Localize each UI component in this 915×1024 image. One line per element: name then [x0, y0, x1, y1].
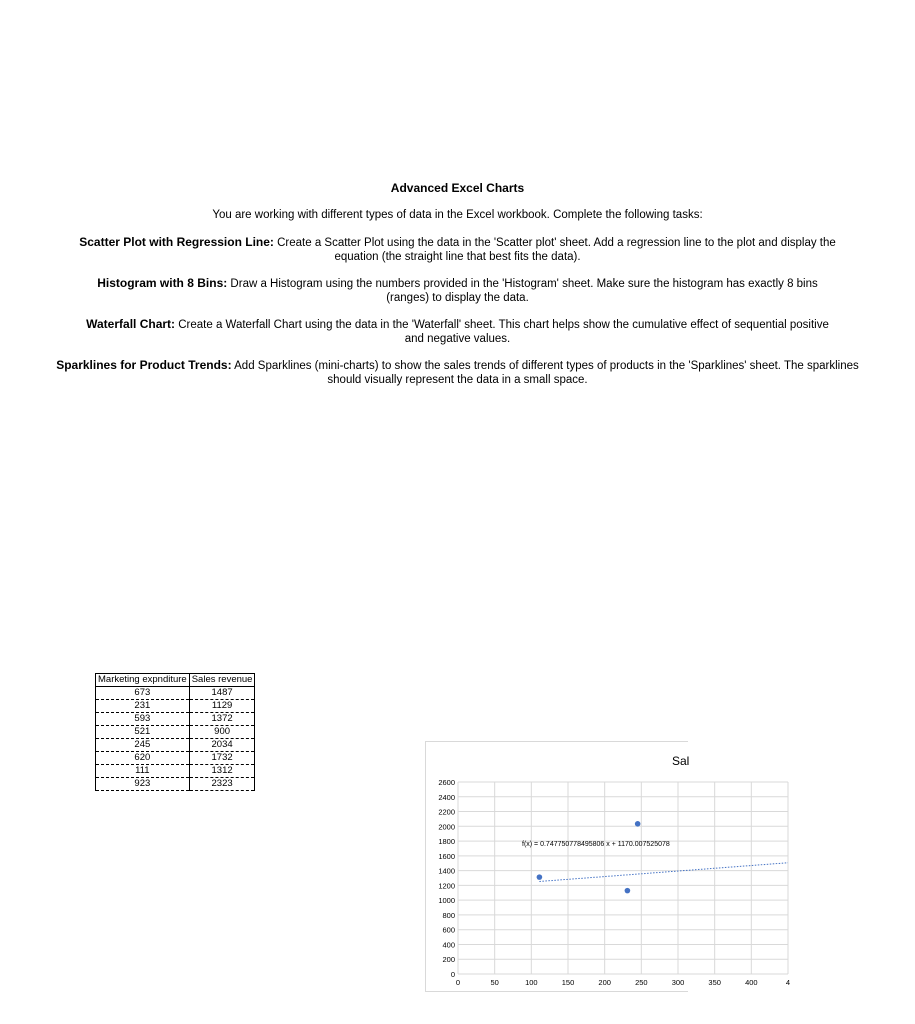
task-heading: Sparklines for Product Trends:	[56, 358, 232, 372]
task-heading: Scatter Plot with Regression Line:	[79, 235, 274, 249]
table-cell: 1732	[189, 752, 255, 765]
x-tick-label: 300	[671, 978, 685, 987]
document-intro: You are working with different types of data in the Excel workbook. Complete the following tasks:	[212, 209, 703, 221]
table-cell: 245	[96, 739, 190, 752]
data-point	[537, 874, 543, 880]
y-tick-label: 800	[442, 910, 455, 920]
table-cell: 2034	[189, 739, 255, 752]
y-tick-label: 200	[442, 955, 455, 965]
y-tick-label: 600	[442, 925, 455, 935]
table-cell: 1372	[189, 713, 255, 726]
data-table	[95, 673, 255, 791]
table-cell: 1129	[189, 700, 255, 713]
header-marketing-expenditure: Marketing expnditure	[96, 674, 190, 687]
y-tick-label: 0	[450, 970, 455, 979]
table-cell: 620	[96, 752, 190, 765]
data-point	[635, 821, 641, 827]
task-heading: Histogram with 8 Bins:	[97, 276, 228, 290]
x-tick-label: 100	[525, 978, 538, 987]
table-cell: 900	[189, 726, 255, 739]
table-row	[96, 739, 255, 752]
data-point	[625, 888, 631, 894]
table-row	[96, 752, 255, 765]
task-text-cont: and negative values.	[404, 332, 511, 345]
table-cell: 1487	[189, 687, 255, 700]
task-sparklines	[0, 359, 915, 387]
y-tick-label: 2600	[438, 778, 455, 787]
task-text: Create a Waterfall Chart using the data in the 'Waterfall' sheet. This chart helps show the cumulative effect of sequential positive	[175, 319, 829, 331]
y-tick-label: 1200	[438, 881, 455, 891]
y-tick-label: 1400	[438, 866, 455, 876]
table-cell: 1312	[189, 765, 255, 778]
header-sales-revenue: Sales revenue	[189, 674, 255, 687]
y-tick-label: 2000	[438, 822, 455, 832]
y-tick-label: 1800	[438, 837, 455, 847]
task-text: Create a Scatter Plot using the data in the 'Scatter plot' sheet. Add a regression line to the plot and display the	[273, 237, 836, 249]
x-tick-label: 250	[635, 978, 648, 987]
task-text-cont: equation (the straight line that best fits the data).	[334, 250, 581, 263]
table-cell: 673	[96, 687, 190, 700]
table-cell: 2323	[189, 778, 255, 791]
task-text: Draw a Histogram using the numbers provided in the 'Histogram' sheet. Make sure the histogram has exactly 8 bins	[227, 278, 818, 290]
y-tick-label: 2400	[438, 792, 455, 802]
y-tick-label: 400	[442, 940, 455, 950]
task-text-cont: should visually represent the data in a small space.	[327, 373, 588, 386]
task-waterfall	[0, 318, 915, 346]
x-tick-label: 150	[561, 978, 575, 987]
table-cell: 231	[96, 700, 190, 713]
x-tick-label: 200	[598, 978, 611, 987]
task-histogram	[0, 277, 915, 305]
table-row	[96, 726, 255, 739]
table-cell: 923	[96, 778, 190, 791]
task-text-cont: (ranges) to display the data.	[386, 291, 529, 304]
table-cell: 521	[96, 726, 190, 739]
scatter-chart[interactable]	[425, 741, 791, 992]
task-text: Add Sparklines (mini-charts) to show the sales trends of different types of products in the 'Sparklines' sheet. The sparklines	[231, 360, 859, 372]
y-tick-label: 1600	[438, 851, 455, 861]
table-row	[96, 765, 255, 778]
table-row	[96, 700, 255, 713]
table-cell: 593	[96, 713, 190, 726]
task-heading: Waterfall Chart:	[86, 317, 176, 331]
x-tick-label: 350	[708, 978, 721, 987]
table-row	[96, 713, 255, 726]
x-tick-label: 50	[490, 978, 499, 987]
x-tick-label: 4	[785, 978, 791, 987]
table-row	[96, 687, 255, 700]
x-tick-label: 0	[455, 978, 461, 987]
table-header-row	[96, 674, 255, 687]
table-cell: 111	[96, 765, 190, 778]
table-row	[96, 778, 255, 791]
document-title: Advanced Excel Charts	[390, 181, 525, 195]
y-tick-label: 2200	[438, 807, 455, 817]
trendline	[539, 863, 788, 882]
chart-title: Sal	[672, 754, 690, 768]
y-tick-label: 1000	[438, 896, 455, 906]
task-scatter-plot	[0, 236, 915, 264]
x-tick-label: 400	[745, 978, 758, 987]
scatter-chart-plot	[426, 742, 791, 991]
trendline-equation: f(x) = 0.747750778495806 x + 1170.007525078	[522, 841, 670, 848]
